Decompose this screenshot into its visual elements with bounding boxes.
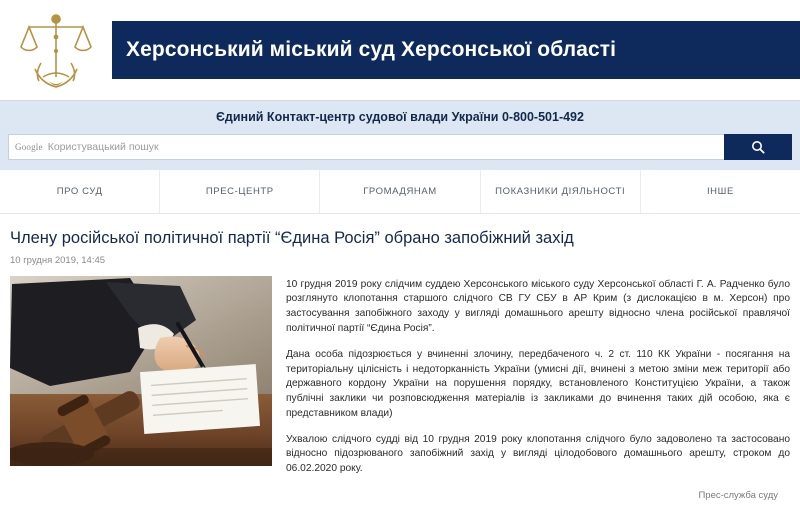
search-button[interactable] [724, 134, 792, 160]
article-signature: Прес-служба суду [698, 490, 778, 501]
article-paragraph-3: Ухвалою слідчого судді від 10 грудня 2019 року клопотання слідчого було задоволено та застосовано відносно підозрюваного запобіжний захід у вигляді цілодобового домашнього арешту, строком до 06.02.2020 року. [286, 433, 790, 475]
page-title: Херсонський міський суд Херсонської області [126, 38, 617, 62]
main-navigation [0, 170, 800, 214]
article-paragraph-2: Дана особа підозрюється у вчиненні злочину, передбаченого ч. 2 ст. 110 КК України - посягання на територіальну цілісність і недоторканність України (умисні дії, вчинені з метою зміни меж території або державного кордону України на порушення порядку, встановленого Конституцією України, а також публічні заклики чи розповсюдження матеріалів із закликами до вчинення таких дій особою, яка є представником влади) [286, 348, 790, 419]
article-paragraph-1: 10 грудня 2019 року слідчим суддею Херсонського міського суду Херсонської області Г. А. Радченко було розглянуто клопотання старшого слідчого СВ ГУ СБУ в АР Крим (з дислокацією в м. Херсон) про застосування запобіжного заходу у вигляді домашнього арешту відносно члена російської правлячої політичної партії “Єдина Росія”. [286, 278, 790, 334]
contact-center-text: Єдиний Контакт-центр судової влади України 0-800-501-492 [216, 109, 584, 124]
scales-of-justice-emblem-icon [19, 7, 93, 93]
nav-item-hromadianam[interactable]: ГРОМАДЯНАМ [320, 170, 480, 213]
search-placeholder-text: Користувацький пошук [47, 141, 159, 153]
article [0, 214, 800, 501]
article-body [10, 276, 790, 488]
nav-item-inshe[interactable]: ІНШЕ [706, 186, 734, 197]
site-header [0, 0, 800, 100]
contact-center-strip [0, 100, 800, 132]
nav-item-pro-sud[interactable]: ПРО СУД [0, 170, 160, 213]
article-image [10, 276, 272, 466]
article-title: Члену російської політичної партії “Єдина Росія” обрано запобіжний захід [10, 229, 574, 247]
article-date: 10 грудня 2019, 14:45 [10, 254, 106, 266]
search-input[interactable] [8, 134, 724, 160]
header-title-band [112, 21, 800, 79]
nav-item-pres-tsentr[interactable]: ПРЕС-ЦЕНТР [160, 170, 320, 213]
google-branding-label: Google [15, 142, 43, 152]
search-icon [751, 140, 765, 154]
court-emblem [0, 0, 112, 100]
search-bar [0, 132, 800, 170]
nav-item-pokaznyky-diialnosti[interactable]: ПОКАЗНИКИ ДІЯЛЬНОСТІ [481, 170, 641, 213]
article-text [286, 276, 790, 488]
